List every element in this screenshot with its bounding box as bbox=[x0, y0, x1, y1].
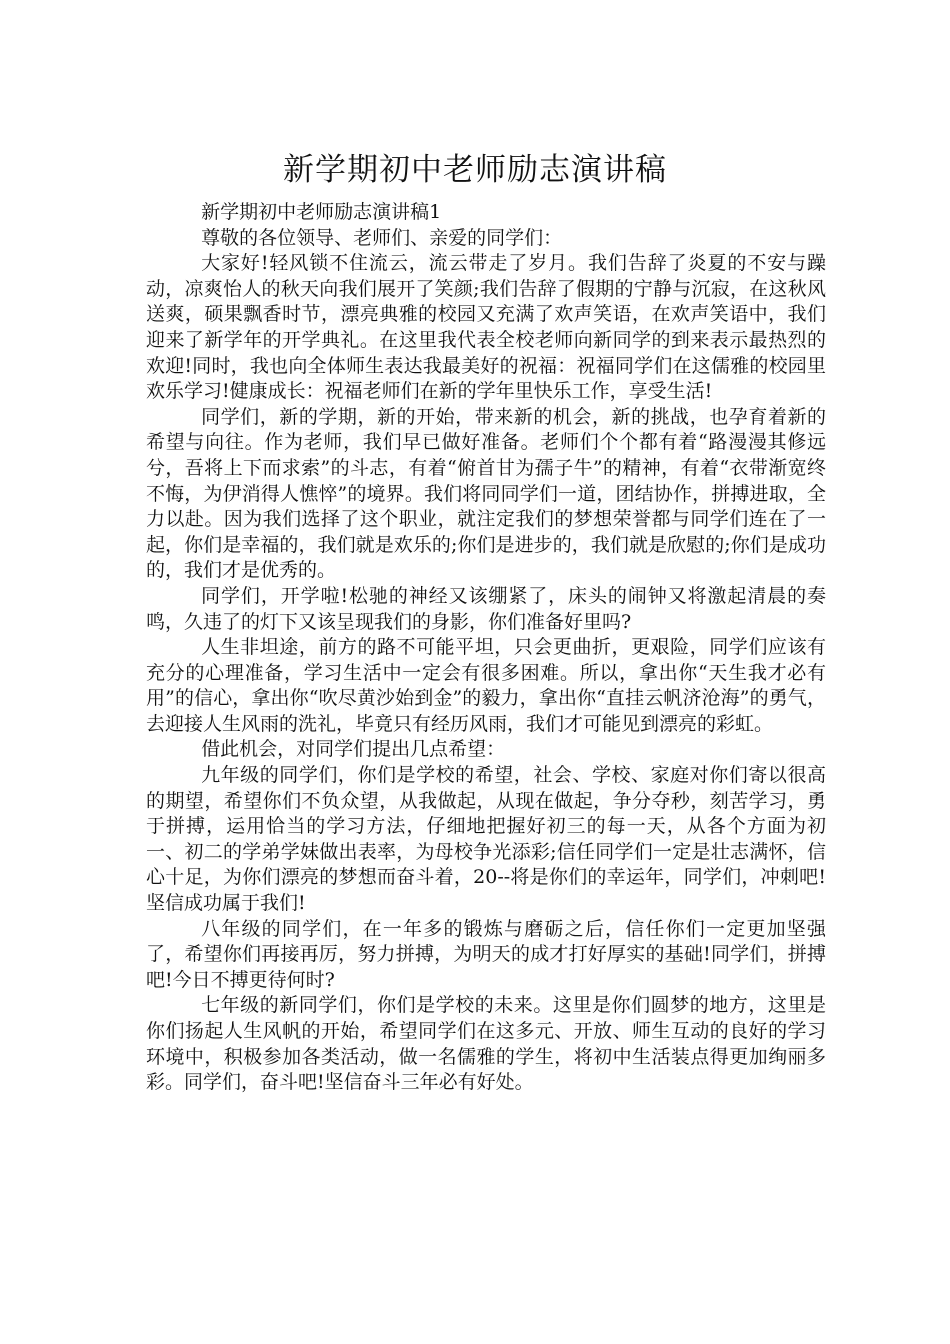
body-paragraph: 同学们，开学啦!松驰的神经又该绷紧了，床头的闹钟又将激起清晨的奏鸣，久违了的灯下又该呈现我们的身影，你们准备好里吗? bbox=[146, 584, 826, 633]
document-title: 新学期初中老师励志演讲稿 bbox=[283, 151, 667, 188]
subtitle-paragraph: 新学期初中老师励志演讲稿1 bbox=[201, 201, 442, 223]
body-paragraph: 七年级的新同学们，你们是学校的未来。这里是你们圆梦的地方，这里是你们扬起人生风帆的开始，希望同学们在这多元、开放、师生互动的良好的学习环境中，积极参加各类活动，做一名儒雅的学生，将初中生活装点得更加绚丽多彩。同学们，奋斗吧!坚信奋斗三年必有好处。 bbox=[146, 994, 826, 1094]
body-paragraph: 同学们，新的学期，新的开始，带来新的机会，新的挑战，也孕育着新的希望与向往。作为老师，我们早已做好准备。老师们个个都有着“路漫漫其修远兮，吾将上下而求索”的斗志，有着“俯首甘为孺子牛”的精神，有着“衣带渐宽终不悔，为伊消得人憔悴”的境界。我们将同同学们一道，团结协作，拼搏进取，全力以赴。因为我们选择了这个职业，就注定我们的梦想荣誉都与同学们连在了一起，你们是幸福的，我们就是欢乐的;你们是进步的，我们就是欣慰的;你们是成功的，我们才是优秀的。 bbox=[146, 405, 826, 582]
body-paragraph: 人生非坦途，前方的路不可能平坦，只会更曲折，更艰险，同学们应该有充分的心理准备，学习生活中一定会有很多困难。所以，拿出你“天生我才必有用”的信心，拿出你“吹尽黄沙始到金”的毅力，拿出你“直挂云帆济沧海”的勇气，去迎接人生风雨的洗礼，毕竟只有经历风雨，我们才可能见到漂亮的彩虹。 bbox=[146, 636, 826, 735]
body-paragraph: 八年级的同学们，在一年多的锻炼与磨砺之后，信任你们一定更加坚强了，希望你们再接再厉，努力拼搏，为明天的成才打好厚实的基础!同学们，拼搏吧!今日不搏更待何时? bbox=[146, 917, 826, 991]
body-paragraph: 九年级的同学们，你们是学校的希望，社会、学校、家庭对你们寄以很高的期望，希望你们不负众望，从我做起，从现在做起，争分夺秒，刻苦学习，勇于拼搏，运用恰当的学习方法，仔细地把握好初三的每一天，从各个方面为初一、初二的学弟学妹做出表率，为母校争光添彩;信任同学们一定是壮志满怀，信心十足，为你们漂亮的梦想而奋斗着，20--将是你们的幸运年，同学们，冲刺吧!坚信成功属于我们! bbox=[146, 764, 826, 915]
body-paragraph: 大家好!轻风锁不住流云，流云带走了岁月。我们告辞了炎夏的不安与躁动，凉爽怡人的秋天向我们展开了笑颜;我们告辞了假期的宁静与沉寂，在这秋风送爽，硕果飘香时节，漂亮典雅的校园又充满了欢声笑语，在欢声笑语中，我们迎来了新学年的开学典礼。在这里我代表全校老师向新同学的到来表示最热烈的欢迎!同时，我也向全体师生表达我最美好的祝福：祝福同学们在这儒雅的校园里欢乐学习!健康成长：祝福老师们在新的学年里快乐工作，享受生活! bbox=[146, 252, 826, 403]
body-paragraph: 借此机会，对同学们提出几点希望： bbox=[201, 738, 506, 761]
greeting-paragraph: 尊敬的各位领导、老师们、亲爱的同学们： bbox=[201, 226, 563, 249]
document-body bbox=[146, 200, 826, 1096]
